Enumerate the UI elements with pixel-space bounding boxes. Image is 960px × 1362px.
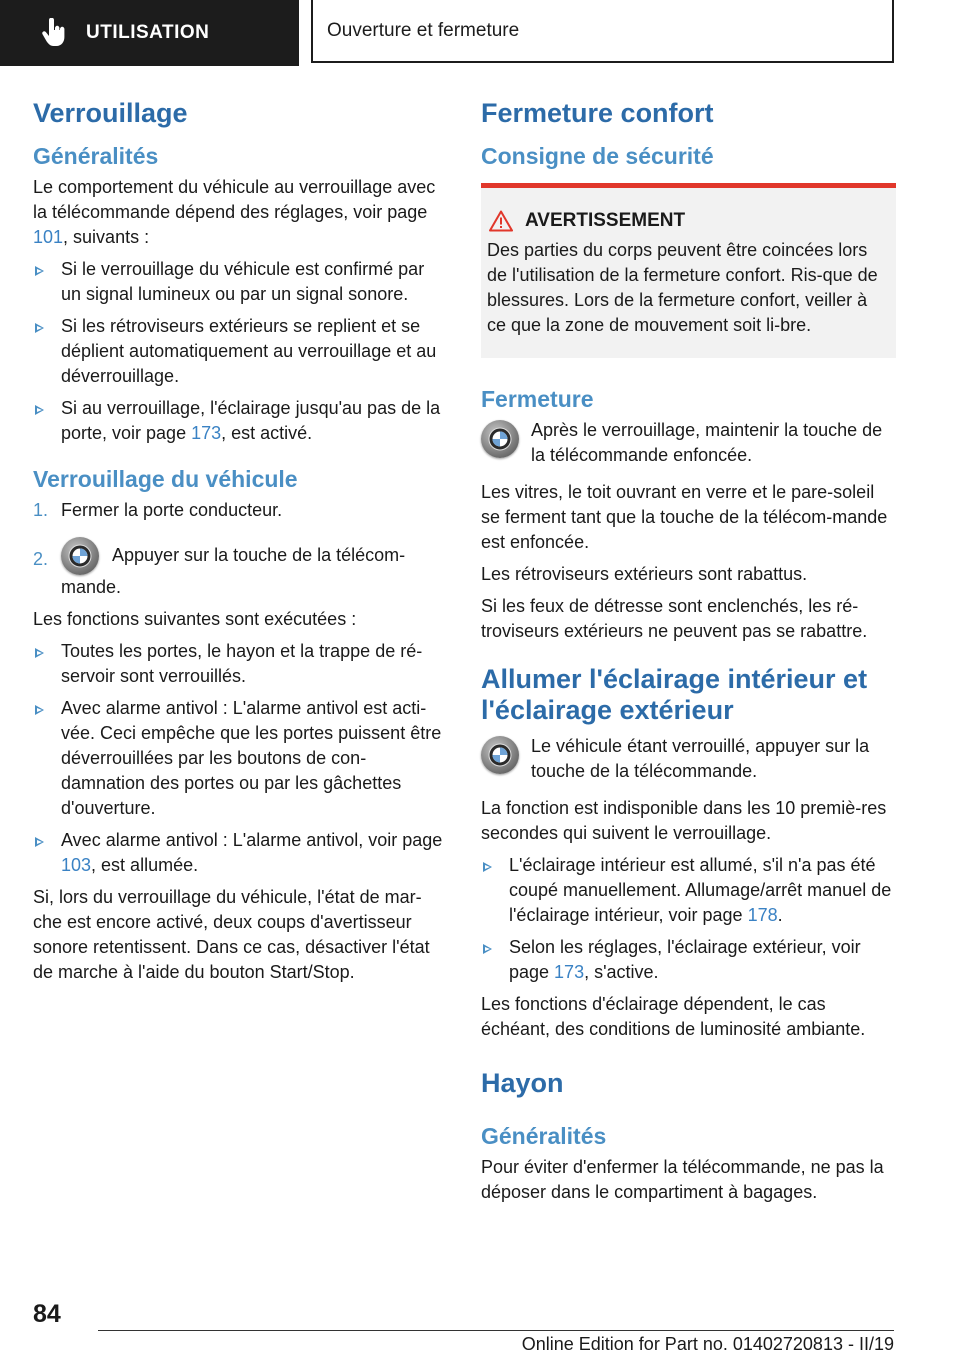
triangle-bullet-icon bbox=[35, 323, 44, 333]
hand-pointer-icon bbox=[40, 18, 66, 48]
left-column bbox=[33, 98, 448, 985]
warning-triangle-icon bbox=[489, 210, 513, 232]
paragraph: Les vitres, le toit ouvrant en verre et le pare-soleil se ferment tant que la touche de la télécom-mande est enfoncée. bbox=[481, 482, 888, 552]
paragraph: Le comportement du véhicule au verrouillage avec la télécommande dépend des réglages, voir page 101, suivants : bbox=[33, 177, 436, 247]
triangle-bullet-icon bbox=[35, 705, 44, 715]
bullet-list bbox=[33, 639, 448, 878]
heading-allumer-eclairage: Allumer l'éclairage intérieur et l'éclairage extérieur bbox=[481, 664, 868, 725]
heading-fermeture-confort: Fermeture confort bbox=[481, 98, 714, 128]
heading-consigne: Consigne de sécurité bbox=[481, 143, 714, 169]
page-link[interactable]: 103 bbox=[61, 855, 92, 875]
page-link[interactable]: 173 bbox=[191, 423, 222, 443]
page-link[interactable]: 178 bbox=[747, 905, 778, 925]
triangle-bullet-icon bbox=[483, 944, 492, 954]
heading-verrouillage: Verrouillage bbox=[33, 98, 188, 128]
step-item: 1. Fermer la porte conducteur. bbox=[33, 500, 283, 520]
heading-hayon: Hayon bbox=[481, 1068, 564, 1098]
triangle-bullet-icon bbox=[483, 862, 492, 872]
warning-box bbox=[481, 183, 896, 358]
list-item: Si au verrouillage, l'éclairage jusqu'au pas de la porte, voir page 173, est activé. bbox=[33, 396, 448, 446]
paragraph: Les rétroviseurs extérieurs sont rabattus. bbox=[481, 564, 808, 584]
list-item: Toutes les portes, le hayon et la trappe de ré-servoir sont verrouillés. bbox=[33, 639, 448, 689]
paragraph: Pour éviter d'enfermer la télécommande, ne pas la déposer dans le compartiment à bagages. bbox=[481, 1157, 884, 1202]
bmw-remote-key-icon bbox=[481, 420, 519, 458]
bmw-remote-key-icon bbox=[481, 736, 519, 774]
paragraph: Si les feux de détresse sont enclenchés, les ré-troviseurs extérieurs ne peuvent pas se rabattre. bbox=[481, 596, 868, 641]
icon-instruction: Après le verrouillage, maintenir la touche de la télécommande enfoncée. bbox=[481, 418, 896, 468]
warning-text: Des parties du corps peuvent être coincées lors de l'utilisation de la fermeture confort. Ris-que de blessures. Lors de la fermeture confort, veiller à ce que la zone de mouvement soit li-bre. bbox=[487, 240, 878, 335]
bullet-list bbox=[33, 257, 448, 446]
list-item: Si le verrouillage du véhicule est confirmé par un signal lumineux ou par un signal sonore. bbox=[33, 257, 448, 307]
list-item: Avec alarme antivol : L'alarme antivol, voir page 103, est allumée. bbox=[33, 828, 448, 878]
triangle-bullet-icon bbox=[35, 648, 44, 658]
section-title: UTILISATION bbox=[86, 22, 210, 43]
paragraph: Les fonctions suivantes sont exécutées : bbox=[33, 609, 357, 629]
right-column bbox=[481, 98, 896, 1205]
page-link[interactable]: 173 bbox=[554, 962, 585, 982]
paragraph: Si, lors du verrouillage du véhicule, l'état de mar-che est encore activé, deux coups d'avertisseur sonore retentissent. Dans ce cas, désactiver l'état de marche à l'aide du bouton Start/Stop. bbox=[33, 887, 430, 982]
heading-generalites: Généralités bbox=[33, 143, 159, 169]
list-item: L'éclairage intérieur est allumé, s'il n'a pas été coupé manuellement. Allumage/arrêt manuel de l'éclairage intérieur, voir page 178. bbox=[481, 853, 896, 928]
footer-divider bbox=[98, 1330, 894, 1331]
paragraph: La fonction est indisponible dans les 10 premiè-res secondes qui suivent le verrouillage. bbox=[481, 798, 887, 843]
icon-instruction: Le véhicule étant verrouillé, appuyer sur la touche de la télécommande. bbox=[481, 734, 896, 784]
section-tab bbox=[0, 0, 299, 66]
triangle-bullet-icon bbox=[35, 837, 44, 847]
chapter-title: Ouverture et fermeture bbox=[327, 19, 520, 41]
list-item: Selon les réglages, l'éclairage extérieur, voir page 173, s'active. bbox=[481, 935, 896, 985]
page-link[interactable]: 101 bbox=[33, 227, 64, 247]
page-number: 84 bbox=[33, 1300, 61, 1328]
step-item: 2. Appuyer sur la touche de la télécom-mande. bbox=[33, 537, 448, 600]
bmw-remote-key-icon bbox=[61, 537, 99, 575]
triangle-bullet-icon bbox=[35, 266, 44, 276]
chapter-tab bbox=[311, 0, 894, 63]
list-item: Si les rétroviseurs extérieurs se replient et se déplient automatiquement au verrouillage et au déverrouillage. bbox=[33, 314, 448, 389]
step-list bbox=[33, 498, 448, 600]
edition-info: Online Edition for Part no. 01402720813 - II/19 bbox=[521, 1334, 894, 1354]
bullet-list bbox=[481, 853, 896, 985]
triangle-bullet-icon bbox=[35, 405, 44, 415]
heading-generalites: Généralités bbox=[481, 1123, 607, 1149]
paragraph: Les fonctions d'éclairage dépendent, le cas échéant, des conditions de luminosité ambiante. bbox=[481, 994, 866, 1039]
heading-verrouillage-vehicule: Verrouillage du véhicule bbox=[33, 466, 298, 492]
page-header bbox=[0, 0, 960, 66]
heading-fermeture: Fermeture bbox=[481, 386, 594, 412]
warning-title: AVERTISSEMENT bbox=[487, 210, 882, 232]
list-item: Avec alarme antivol : L'alarme antivol est acti-vée. Ceci empêche que les portes puissent être déverrouillées par les boutons de con-damnation des portes ou par les gâchettes d'ouverture. bbox=[33, 696, 448, 821]
